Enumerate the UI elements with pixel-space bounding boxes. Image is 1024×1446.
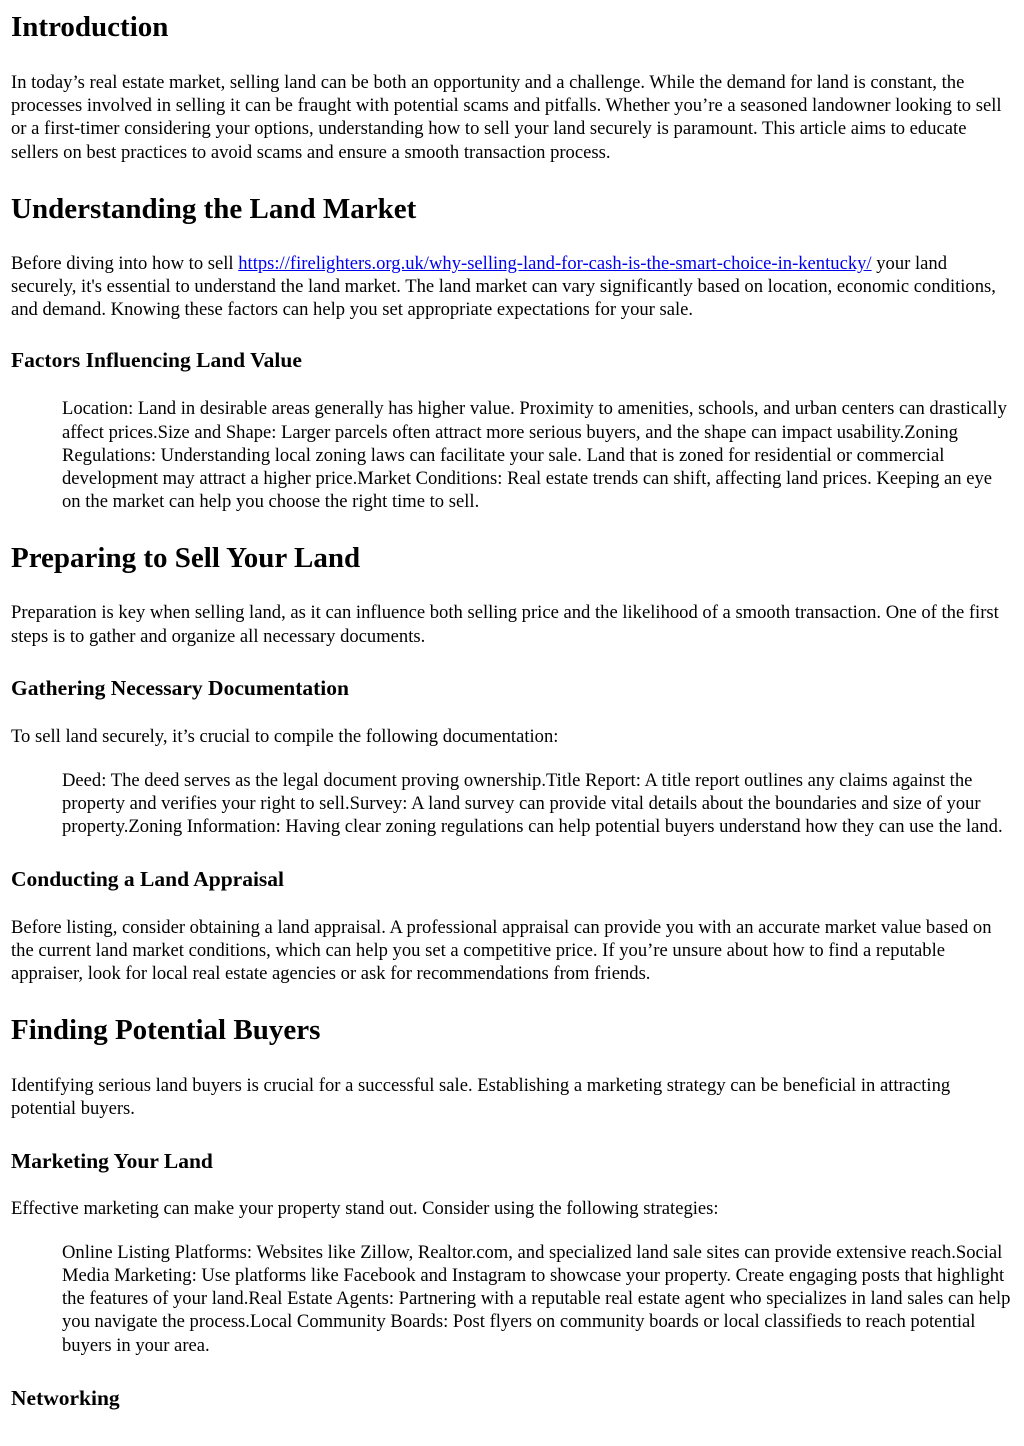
heading-introduction: Introduction: [11, 11, 169, 43]
heading-land-appraisal: Conducting a Land Appraisal: [11, 866, 285, 891]
heading-networking: Networking: [11, 1385, 120, 1410]
heading-gathering-documentation: Gathering Necessary Documentation: [11, 675, 349, 700]
quote-documentation: Deed: The deed serves as the legal document proving ownership.Title Report: A title report outlines any claims against the property and verifies your right to sell.Survey: A land survey can provide vital details about the boundaries and size of your property.Zoning Information: Having clear zoning regulations can help potential buyers understand how they can use the land.: [62, 770, 1003, 838]
heading-marketing-your-land: Marketing Your Land: [11, 1148, 213, 1173]
paragraph-introduction: In today’s real estate market, selling land can be both an opportunity and a challenge. While the demand for land is constant, the processes involved in selling it can be fraught with potential scams and pitfalls. Whether you’re a seasoned landowner looking to sell or a first-timer considering your options, understanding how to sell your land securely is paramount. This article aims to educate sellers on best practices to avoid scams and ensure a smooth transaction process.: [11, 72, 1002, 163]
heading-preparing-to-sell: Preparing to Sell Your Land: [11, 542, 361, 575]
firelighters-link[interactable]: https://firelighters.org.uk/why-selling-land-for-cash-is-the-smart-choice-in-kentucky/: [238, 252, 872, 274]
paragraph-land-market: [11, 252, 1012, 322]
paragraph-marketing: Effective marketing can make your property stand out. Consider using the following strategies:: [11, 1197, 719, 1219]
quote-factors: Location: Land in desirable areas generally has higher value. Proximity to amenities, schools, and urban centers can drastically affect prices.Size and Shape: Larger parcels often attract more serious buyers, and the shape can impact usability.Zoning Regulations: Understanding local zoning laws can facilitate your sale. Land that is zoned for residential or commercial development may attract a higher price.Market Conditions: Real estate trends can shift, affecting land prices. Keeping an eye on the market can help you choose the right time to sell.: [62, 398, 1007, 513]
paragraph-land-market-text-before: Before diving into how to sell: [11, 252, 239, 274]
quote-marketing: Online Listing Platforms: Websites like Zillow, Realtor.com, and specialized land sale sites can provide extensive reach.Social Media Marketing: Use platforms like Facebook and Instagram to showcase your property. Create engaging posts that highlight the features of your land.Real Estate Agents: Partnering with a reputable real estate agent who specializes in land sales can help you navigate the process.Local Community Boards: Post flyers on community boards or local classifieds to reach potential buyers in your area.: [62, 1241, 1011, 1356]
heading-finding-buyers: Finding Potential Buyers: [11, 1014, 321, 1047]
paragraph-appraisal: Before listing, consider obtaining a land appraisal. A professional appraisal can provide you with an accurate market value based on the current land market conditions, which can help you set a competitive price. If you’re unsure about how to find a reputable appraiser, look for local real estate agencies or ask for recommendations from friends.: [11, 916, 992, 985]
paragraph-preparing: Preparation is key when selling land, as it can influence both selling price and the likelihood of a smooth transaction. One of the first steps is to gather and organize all necessary documents.: [11, 602, 999, 647]
heading-understanding-land-market: Understanding the Land Market: [11, 192, 417, 225]
paragraph-land-market-text-after: your land securely, it's essential to understand the land market. The land market can vary significantly based on location, economic conditions, and demand. Knowing these factors can help you set appropriate expectations for your sale.: [11, 252, 996, 321]
paragraph-documentation: To sell land securely, it’s crucial to compile the following documentation:: [11, 725, 559, 747]
paragraph-buyers: Identifying serious land buyers is crucial for a successful sale. Establishing a marketing strategy can be beneficial in attracting potential buyers.: [11, 1075, 951, 1120]
heading-factors-influencing-land-value: Factors Influencing Land Value: [11, 348, 302, 373]
